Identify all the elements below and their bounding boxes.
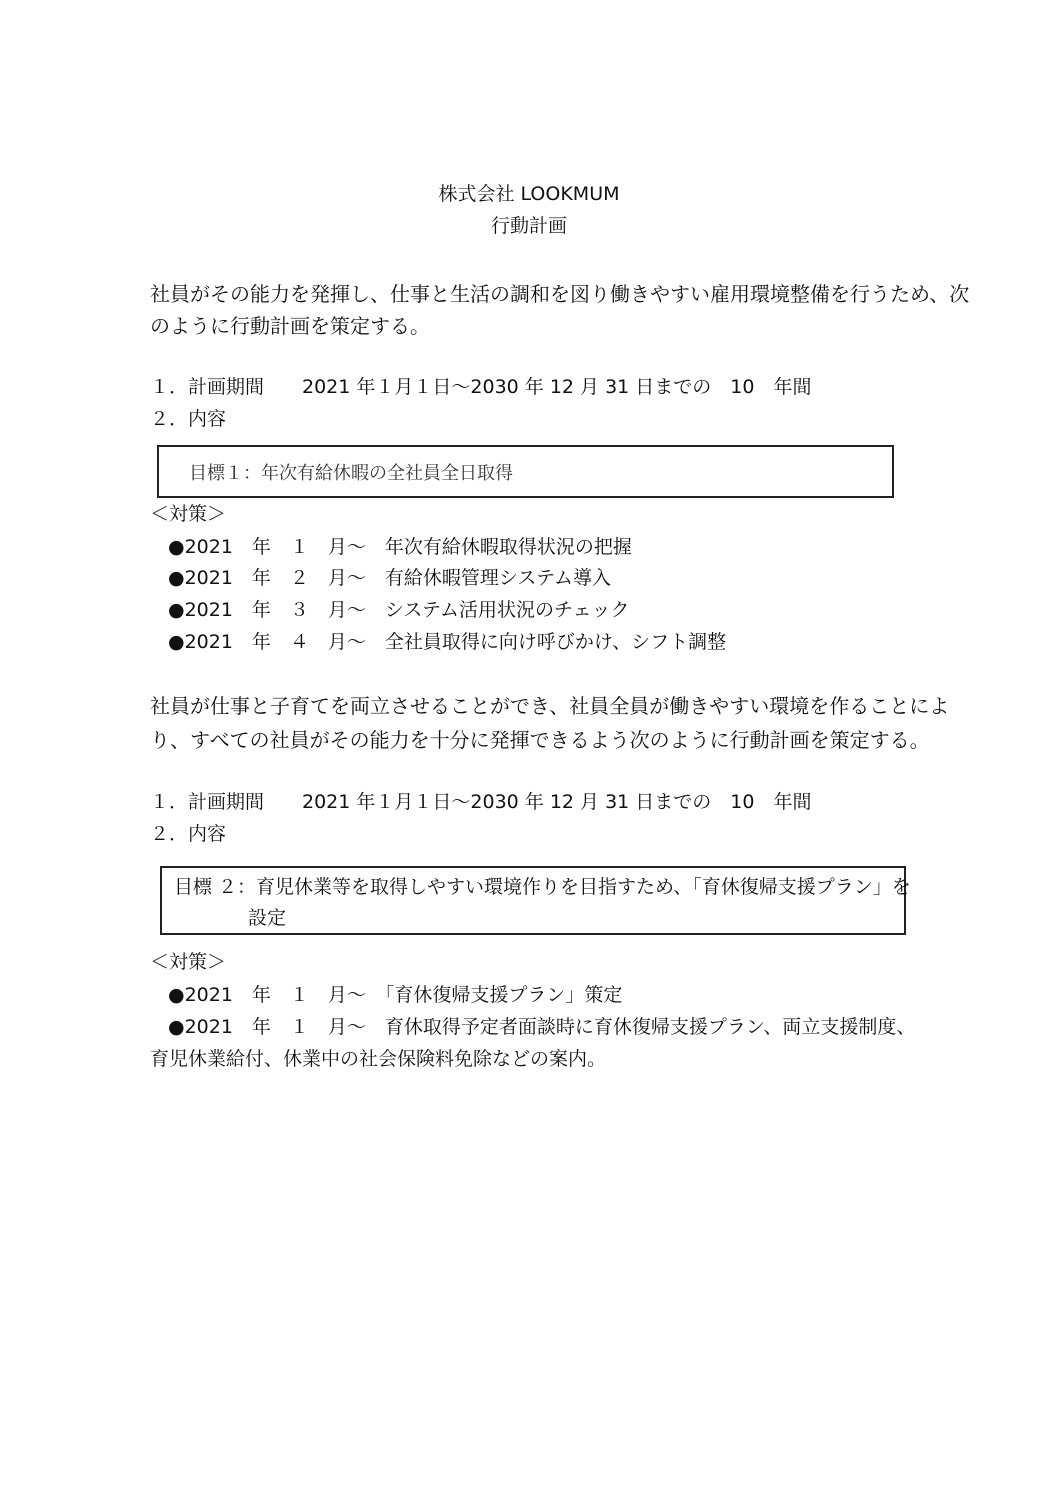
plan2-goal-line1: 目標 ２：育児休業等を取得しやすい環境作りを目指すため、「育休復帰支援プラン」を — [174, 876, 911, 898]
plan1-measure-item: ●2021 年 ３ 月～ システム活用状況のチェック — [168, 599, 630, 621]
plan2-content-label: ２．内容 — [150, 823, 227, 845]
plan2-intro-line2: り、すべての社員がその能力を十分に発揮できるよう次のように行動計画を策定する。 — [150, 728, 930, 752]
plan1-intro-line2: のように行動計画を策定する。 — [150, 314, 430, 338]
plan2-goal-box — [160, 866, 911, 935]
plan1-goal: 目標１：年次有給休暇の全社員全日取得 — [189, 463, 513, 484]
plan2-period: １．計画期間 2021 年１月１日～2030 年 12 月 31 日までの 10 年間 — [150, 791, 812, 813]
plan1-content-label: ２．内容 — [150, 408, 227, 430]
plan1-measure-item: ●2021 年 ２ 月～ 有給休暇管理システム導入 — [168, 567, 612, 589]
plan2-goal-line2: 設定 — [248, 907, 287, 929]
plan1-goal-box — [157, 445, 894, 498]
plan1-measure-item: ●2021 年 １ 月～ 年次有給休暇取得状況の把握 — [168, 536, 632, 558]
plan2-intro-line1: 社員が仕事と子育てを両立させることができ、社員全員が働きやすい環境を作ることによ — [150, 694, 950, 718]
plan1-period: １．計画期間 2021 年１月１日～2030 年 12 月 31 日までの 10 年間 — [150, 376, 812, 398]
company-name: 株式会社 LOOKMUM — [438, 183, 620, 205]
plan2-measure-item: ●2021 年 １ 月～ 「育休復帰支援プラン」策定 — [168, 984, 623, 1006]
plan2-measure-item-cont: 育児休業給付、休業中の社会保険料免除などの案内。 — [150, 1048, 607, 1070]
plan1-intro-line1: 社員がその能力を発揮し、仕事と生活の調和を図り働きやすい雇用環境整備を行うため、次 — [150, 282, 970, 306]
plan2-measure-item: ●2021 年 １ 月～ 育休取得予定者面談時に育休復帰支援プラン、両立支援制度、 — [168, 1016, 916, 1038]
page-title: 行動計画 — [490, 215, 567, 237]
plan2-measures-label: ＜対策＞ — [150, 951, 227, 973]
plan1-measures-label: ＜対策＞ — [150, 503, 227, 525]
plan1-measure-item: ●2021 年 ４ 月～ 全社員取得に向け呼びかけ、シフト調整 — [168, 631, 727, 653]
